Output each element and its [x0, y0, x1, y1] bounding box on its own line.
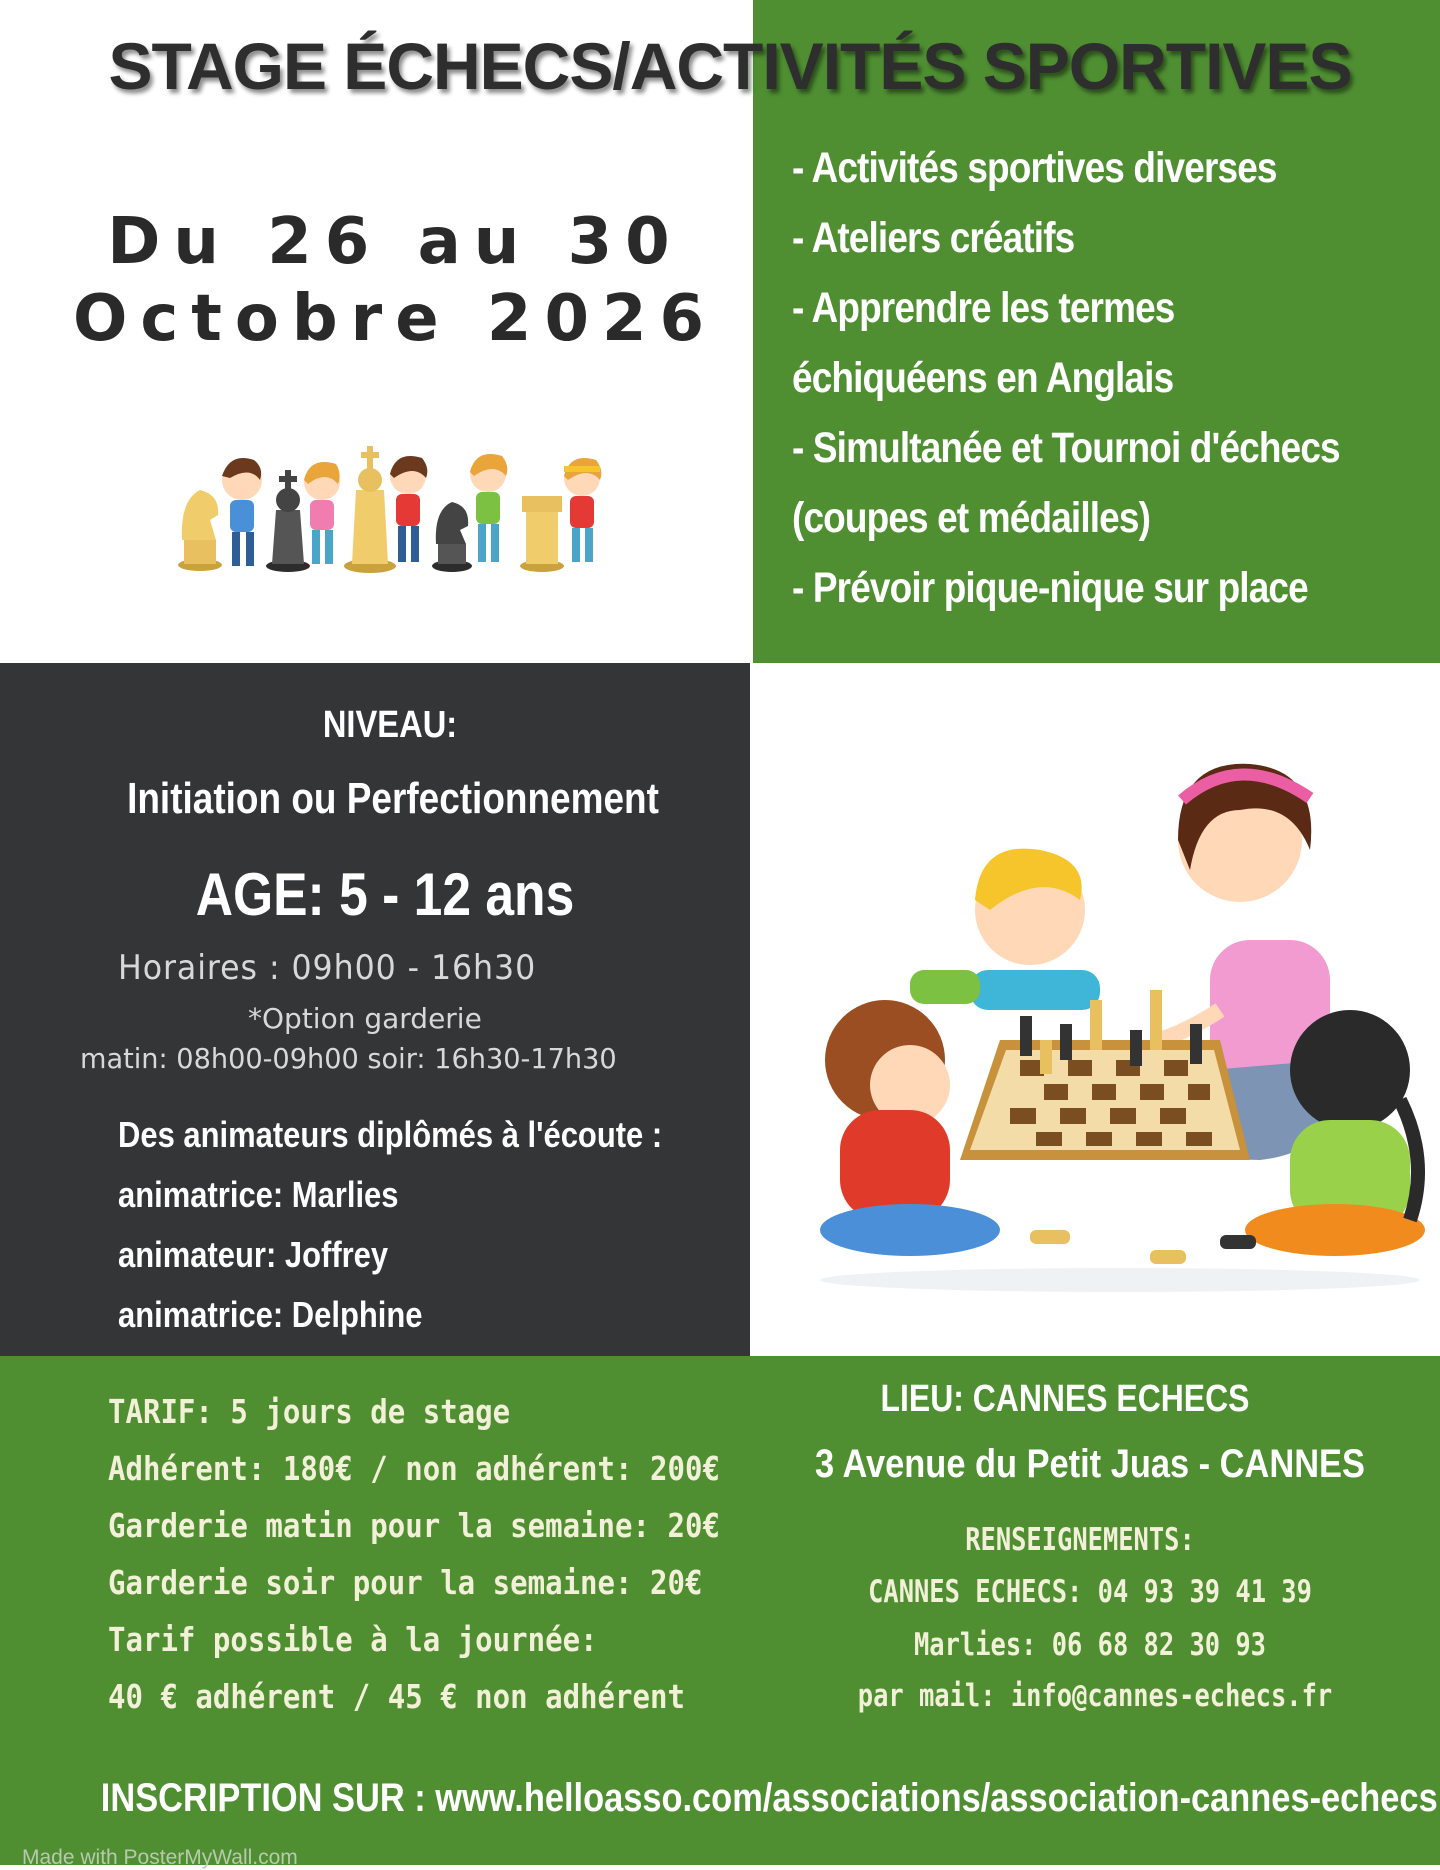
renseignements-title: RENSEIGNEMENTS:	[965, 1522, 1195, 1558]
lieu-address: 3 Avenue du Petit Juas - CANNES	[815, 1442, 1365, 1486]
activity-item: - Ateliers créatifs	[792, 214, 1075, 262]
fallen-piece-icon	[1220, 1235, 1256, 1249]
fallen-piece-icon	[1150, 1250, 1186, 1264]
animateur-item: animatrice: Delphine	[118, 1294, 423, 1335]
black-king-piece-icon	[266, 470, 310, 572]
kid-icon	[564, 458, 601, 562]
activity-item: (coupes et médailles)	[792, 494, 1151, 542]
tarif-line: Adhérent: 180€ / non adhérent: 200€	[108, 1449, 720, 1488]
inscription-link[interactable]: INSCRIPTION SUR : www.helloasso.com/associations/association-cannes-echecs	[100, 1776, 1438, 1820]
kids-chess-pieces-illustration	[170, 440, 620, 575]
tarif-line: Garderie matin pour la semaine: 20€	[108, 1506, 720, 1545]
kid-icon	[390, 456, 427, 562]
phone-marlies: Marlies: 06 68 82 30 93	[913, 1627, 1266, 1663]
date-line-2: Octobre 2026	[72, 282, 718, 356]
gold-king-piece-icon	[344, 446, 396, 573]
kid-icon	[222, 458, 262, 566]
date-line-1: Du 26 au 30	[107, 205, 683, 279]
tarif-line: 40 € adhérent / 45 € non adhérent	[108, 1677, 685, 1716]
age-range: AGE: 5 - 12 ans	[195, 861, 575, 928]
animateur-item: animatrice: Marlies	[118, 1174, 399, 1215]
garderie-times: matin: 08h00-09h00 soir: 16h30-17h30	[80, 1042, 617, 1075]
black-knight-piece-icon	[432, 502, 472, 572]
children-playing-chess-illustration	[790, 740, 1430, 1300]
garderie-title: *Option garderie	[248, 1002, 482, 1035]
niveau-label: NIVEAU:	[322, 704, 458, 746]
niveau-value: Initiation ou Perfectionnement	[127, 774, 659, 823]
activity-item: - Prévoir pique-nique sur place	[792, 564, 1308, 612]
watermark: Made with PosterMyWall.com	[22, 1846, 298, 1869]
tarif-line: TARIF: 5 jours de stage	[108, 1392, 511, 1431]
lieu-title: LIEU: CANNES ECHECS	[880, 1378, 1250, 1420]
email[interactable]: par mail: info@cannes-echecs.fr	[857, 1678, 1333, 1714]
girl-icon	[910, 849, 1100, 1010]
poster-title: STAGE ÉCHECS/ACTIVITÉS SPORTIVES	[108, 29, 1352, 103]
animateurs-intro: Des animateurs diplômés à l'écoute :	[118, 1114, 663, 1155]
activity-item: - Simultanée et Tournoi d'échecs	[792, 424, 1340, 472]
fallen-piece-icon	[1030, 1230, 1070, 1244]
tarif-line: Tarif possible à la journée:	[108, 1620, 598, 1659]
horaires: Horaires : 09h00 - 16h30	[118, 948, 537, 988]
tarif-line: Garderie soir pour la semaine: 20€	[108, 1563, 703, 1602]
kid-icon	[470, 454, 507, 562]
activity-item: - Activités sportives diverses	[792, 144, 1277, 192]
activity-item: - Apprendre les termes	[792, 284, 1175, 332]
phone-club: CANNES ECHECS: 04 93 39 41 39	[868, 1574, 1312, 1610]
gold-rook-piece-icon	[520, 496, 564, 572]
activity-item: échiquéens en Anglais	[792, 354, 1174, 402]
animateur-item: animateur: Joffrey	[118, 1234, 389, 1275]
knight-piece-icon	[178, 490, 222, 571]
kid-icon	[304, 462, 340, 564]
